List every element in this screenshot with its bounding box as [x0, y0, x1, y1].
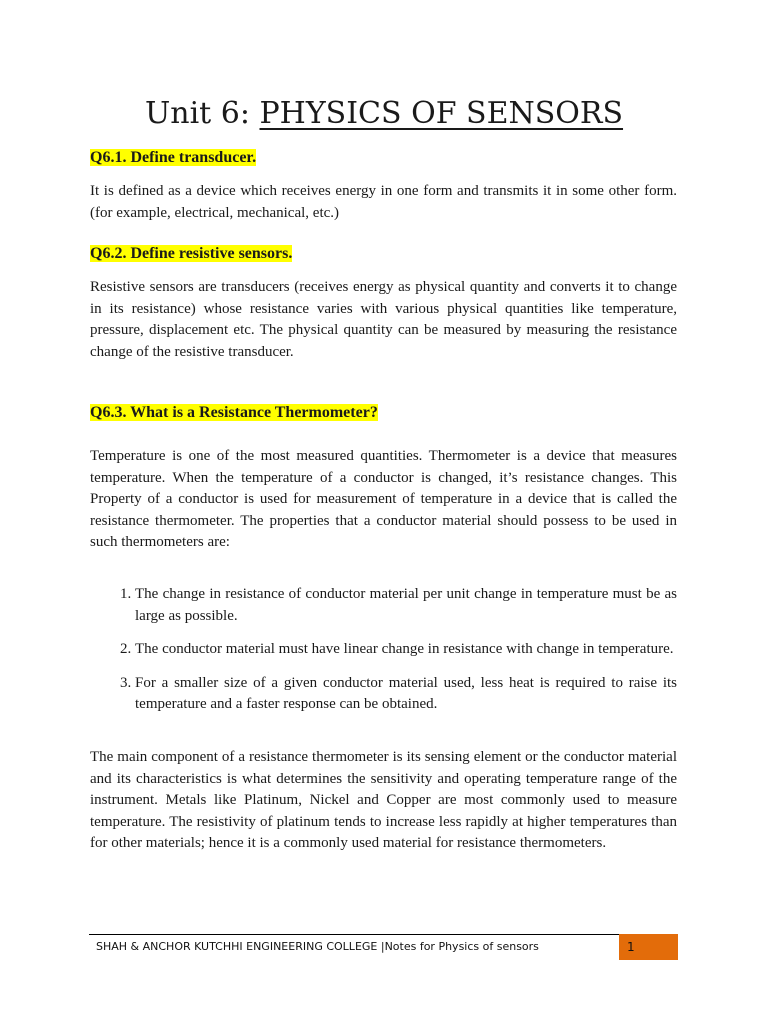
list-item: 1. The change in resistance of conductor material per unit change in temperature must be as large as possible. — [135, 584, 677, 627]
q2-heading-block — [90, 243, 677, 266]
list-item: 3. For a smaller size of a given conductor material used, less heat is required to raise its temperature and a faster response can be obtained. — [135, 673, 677, 716]
page-title — [0, 92, 768, 136]
q2-heading: Q6.2. Define resistive sensors. — [90, 245, 293, 262]
q3-heading: Q6.3. What is a Resistance Thermometer? — [90, 404, 378, 421]
list-item: 2. The conductor material must have linear change in resistance with change in temperature. — [135, 639, 677, 661]
page-number-badge: 1 — [619, 934, 678, 960]
q3-intro: Temperature is one of the most measured quantities. Thermometer is a device that measures temperature. When the temperature of a conductor is changed, it’s resistance changes. This Property of a conductor is used for measurement of temperature in a device that is called the resistance thermometer. The properties that a conductor material should possess to be used in such thermometers are: — [90, 448, 677, 551]
title-main: PHYSICS OF SENSORS — [259, 96, 624, 131]
q1-heading-block — [90, 147, 677, 170]
q2-body: Resistive sensors are transducers (receives energy as physical quantity and converts it to change in its resistance) whose resistance varies with various physical quantities like temperature, pressure, displacement etc. The physical quantity can be measured by measuring the resistance change of the resistive transducer. — [90, 279, 677, 360]
footer-text: SHAH & ANCHOR KUTCHHI ENGINEERING COLLEGE |Notes for Physics of sensors — [96, 940, 539, 953]
q1-body: It is defined as a device which receives energy in one form and transmits it in some other form. (for example, electrical, mechanical, etc.) — [90, 183, 677, 221]
q3-heading-block — [90, 402, 677, 425]
footer-divider — [89, 934, 619, 935]
q1-heading: Q6.1. Define transducer. — [90, 149, 257, 166]
q3-list — [90, 584, 677, 716]
q3-list-block — [90, 584, 677, 716]
q3-closing: The main component of a resistance thermometer is its sensing element or the conductor material and its characteristics is what determines the sensitivity and operating temperature range of the instrument. Metals like Platinum, Nickel and Copper are most commonly used to measure temperature. The resistivity of platinum tends to increase less rapidly at higher temperatures than for other materials; hence it is a commonly used material for resistance thermometers. — [90, 749, 677, 852]
title-prefix: Unit 6: — [144, 96, 260, 131]
